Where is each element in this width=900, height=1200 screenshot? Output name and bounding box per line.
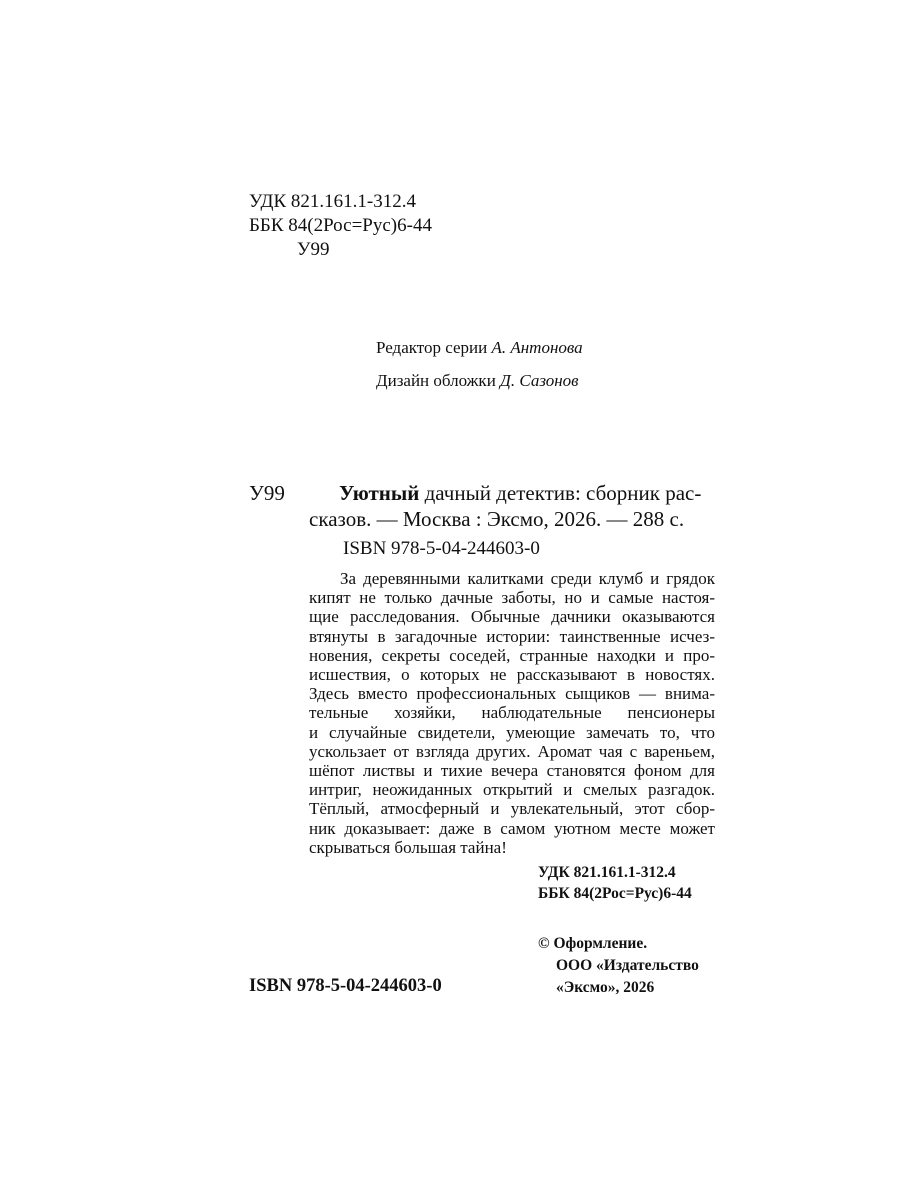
bibliographic-line-1 bbox=[309, 480, 715, 506]
footer-classification bbox=[538, 862, 692, 904]
copyright-line-2: ООО «Издательство bbox=[556, 957, 699, 974]
book-title-bold: Уютный bbox=[339, 481, 420, 505]
annotation-line: ускользает от взгляда других. Аромат чая с вареньем, bbox=[309, 741, 715, 761]
bibliographic-line-2: сказов. — Москва : Эксмо, 2026. — 288 с. bbox=[309, 507, 685, 531]
annotation-line: шёпот листвы и тихие вечера становятся фоном для bbox=[309, 761, 715, 781]
annotation-line: ник доказывает: даже в самом уютном месте может bbox=[309, 818, 715, 838]
series-editor-name: А. Антонова bbox=[491, 338, 583, 357]
copyright-line-1: © Оформление. bbox=[538, 935, 648, 952]
copyright-block bbox=[538, 933, 699, 999]
annotation-text bbox=[309, 569, 715, 857]
cover-design-name: Д. Сазонов bbox=[500, 371, 579, 390]
footer-udk: УДК 821.161.1-312.4 bbox=[538, 864, 676, 881]
cover-design-label: Дизайн обложки bbox=[376, 371, 501, 390]
annotation-line: кипят не только дачные заботы, но и самые настоя- bbox=[309, 588, 715, 608]
annotation-line: тельные хозяйки, наблюдательные пенсионеры bbox=[309, 703, 715, 723]
annotation-line: За деревянными калитками среди клумб и грядок bbox=[340, 569, 715, 588]
annotation-line: Тёплый, атмосферный и увлекательный, этот сбор- bbox=[309, 799, 715, 819]
annotation-line: и случайные свидетели, умеющие замечать то, что bbox=[309, 722, 715, 742]
footer-isbn: ISBN 978-5-04-244603-0 bbox=[249, 976, 442, 996]
series-editor-line bbox=[376, 337, 583, 359]
classification-block bbox=[249, 190, 432, 262]
book-title-rest: дачный детектив: сборник рас- bbox=[419, 481, 702, 505]
annotation-line: Здесь вместо профессиональных сыщиков — внима- bbox=[309, 684, 715, 704]
annotation-line: интриг, неожиданных открытий и смелых разгадок. bbox=[309, 780, 715, 800]
annotation-line: щие расследования. Обычные дачники оказываются bbox=[309, 607, 715, 627]
footer-bbk: ББК 84(2Рос=Рус)6-44 bbox=[538, 885, 692, 902]
copyright-line-3: «Эксмо», 2026 bbox=[556, 979, 655, 996]
series-editor-label: Редактор серии bbox=[376, 338, 492, 357]
annotation-line: исшествия, о которых не рассказывают в новостях. bbox=[309, 665, 715, 685]
udk-code: УДК 821.161.1-312.4 bbox=[249, 191, 416, 212]
bibliographic-record bbox=[309, 480, 715, 532]
annotation-line: новения, секреты соседей, странные находки и про- bbox=[309, 645, 715, 665]
author-mark-code: У99 bbox=[297, 239, 330, 260]
bibliographic-author-mark: У99 bbox=[249, 481, 285, 505]
cover-design-line bbox=[376, 370, 583, 392]
annotation-line: скрываться большая тайна! bbox=[309, 837, 507, 857]
credits-block bbox=[376, 337, 583, 403]
isbn-record: ISBN 978-5-04-244603-0 bbox=[343, 538, 540, 559]
annotation-line: втянуты в загадочные истории: таинственные исчез- bbox=[309, 626, 715, 646]
bbk-code: ББК 84(2Рос=Рус)6-44 bbox=[249, 215, 432, 236]
